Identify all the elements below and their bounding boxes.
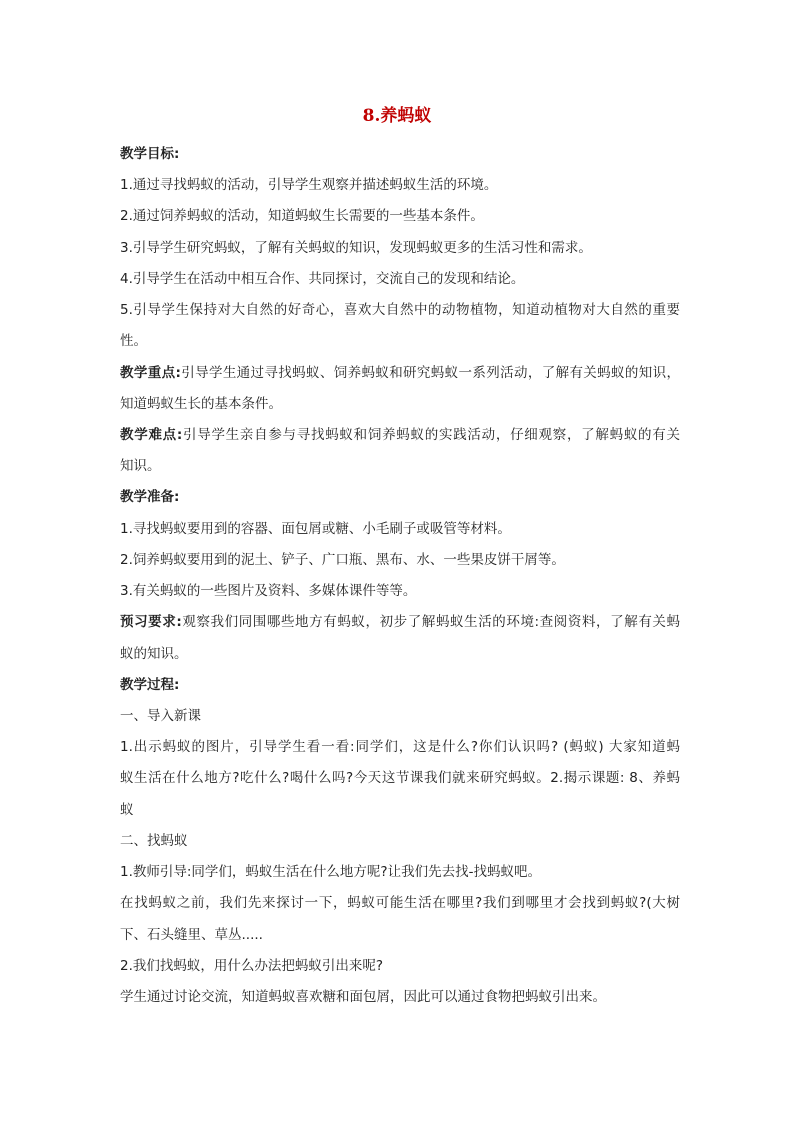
- key-points-continued: 知道蚂蚁生长的基本条件。: [120, 396, 282, 412]
- goal-item-continued: 性。: [120, 333, 147, 349]
- intro-paragraph-line: 蚁: [120, 802, 134, 818]
- find-ants-line: 学生通过讨论交流，知道蚂蚁喜欢糖和面包屑，因此可以通过食物把蚂蚁引出来。: [120, 989, 606, 1005]
- prep-item: 3.有关蚂蚁的一些图片及资料、多媒体课件等等。: [120, 583, 417, 599]
- key-points-paragraph: [120, 363, 680, 383]
- find-ants-line: 2.我们找蚂蚁，用什么办法把蚂蚁引出来呢?: [120, 958, 384, 974]
- prep-heading: 教学准备:: [120, 489, 180, 505]
- find-ants-line: 在找蚂蚁之前，我们先来探讨一下，蚂蚁可能生活在哪里?我们到哪里才会找到蚂蚁?(大树: [120, 895, 680, 911]
- prep-item: 1.寻找蚂蚁要用到的容器、面包屑或糖、小毛刷子或吸管等材料。: [120, 521, 511, 537]
- key-points-label: 教学重点:: [120, 365, 181, 381]
- document-title: 8.养蚂蚁: [362, 106, 432, 126]
- difficulty-label: 教学难点:: [120, 427, 183, 443]
- goal-item: 2.通过饲养蚂蚁的活动，知道蚂蚁生长需要的一些基本条件。: [120, 208, 484, 224]
- find-ants-line: 下、石头缝里、草丛.....: [120, 927, 263, 943]
- difficulty-text: 引导学生亲自参与寻找蚂蚁和饲养蚂蚁的实践活动，仔细观察，了解蚂蚁的有关: [182, 427, 680, 443]
- difficulty-continued: 知识。: [120, 458, 161, 474]
- find-ants-line: 1.教师引导:同学们，蚂蚁生活在什么地方呢?让我们先去找-找蚂蚁吧。: [120, 864, 541, 880]
- preview-continued: 蚁的知识。: [120, 646, 188, 662]
- goal-item: 4.引导学生在活动中相互合作、共同探讨，交流自己的发现和结论。: [120, 271, 525, 287]
- goal-item: 5.引导学生保持对大自然的好奇心，喜欢大自然中的动物植物，知道动植物对大自然的重要: [120, 302, 680, 318]
- prep-item: 2.饲养蚂蚁要用到的泥土、铲子、广口瓶、黑布、水、一些果皮饼干屑等。: [120, 552, 565, 568]
- key-points-text: 引导学生通过寻找蚂蚁、饲养蚂蚁和研究蚂蚁一系列活动，了解有关蚂蚁的知识，: [180, 365, 680, 381]
- preview-paragraph: [120, 612, 680, 632]
- goal-item: 1.通过寻找蚂蚁的活动，引导学生观察并描述蚂蚁生活的环境。: [120, 177, 498, 193]
- intro-paragraph-line: 1.出示蚂蚁的图片，引导学生看一看:同学们，这是什么?你们认识吗? (蚂蚁) 大家知道蚂: [120, 739, 680, 755]
- preview-text: 观察我们同围哪些地方有蚂蚁，初步了解蚂蚁生活的环境:查阅资料，了解有关蚂: [181, 614, 680, 630]
- goal-item: 3.引导学生研究蚂蚁，了解有关蚂蚁的知识，发现蚂蚁更多的生活习性和需求。: [120, 240, 592, 256]
- section-heading-find-ants: 二、找蚂蚁: [120, 833, 188, 849]
- difficulty-paragraph: [120, 425, 680, 445]
- section-heading-intro: 一、导入新课: [120, 708, 201, 724]
- goals-heading: 教学目标:: [120, 146, 180, 162]
- intro-paragraph-line: 蚁生活在什么地方?吃什么?喝什么吗?今天这节课我们就来研究蚂蚁。2.揭示课题: 8、养蚂: [120, 770, 680, 786]
- preview-label: 预习要求:: [120, 614, 182, 630]
- process-heading: 教学过程:: [120, 677, 180, 693]
